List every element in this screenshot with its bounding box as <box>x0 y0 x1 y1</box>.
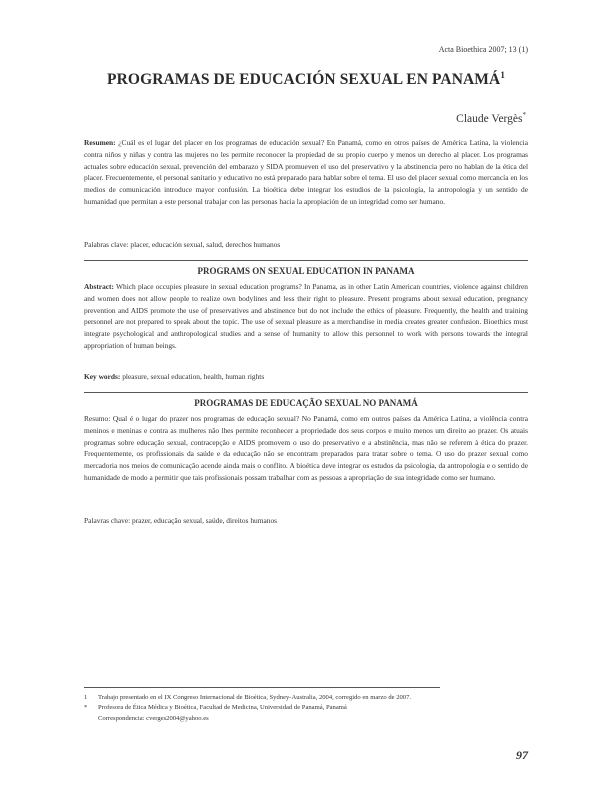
footnote-2-text: Profesora de Ética Médica y Bioética, Facultad de Medicina, Universidad de Panamá, Panamá <box>98 704 347 711</box>
portuguese-heading: PROGRAMAS DE EDUCAÇÃO SEXUAL NO PANAMÁ <box>194 398 418 408</box>
english-keywords <box>84 372 528 381</box>
author-name-text: Claude Vergès <box>456 112 523 125</box>
footnote-divider <box>84 687 440 688</box>
portuguese-keywords-label: Palavras chave: <box>84 516 131 525</box>
spanish-abstract <box>84 137 528 208</box>
footnote-2-mark: * <box>84 704 88 711</box>
title-footnote-mark: 1 <box>500 70 505 80</box>
english-abstract-text: Which place occupies pleasure in sexual education programs? In Panama, as in other Latin American countries, violence against children and women does not allow people to realize own bodylines and less their right to pleasure. Present programs about sexual education, pregnancy prevention and AIDS promote the use of preservatives and abstinence but do not include the ethics of pleasure. Frequently, the health and training personnel are not prepared to speak about the topic. The use of sexual pleasure as a merchandise in media creates greater confusion. Bioethics must integrate psychological and anthropological studies and a sense of humanity to allow this personnel to work with persons towards the integral appropriation of human beings. <box>84 282 528 350</box>
footnote-1-text: Trabajo presentado en el IX Congreso Internacional de Bioética, Sydney-Australia, 2004, corregido en marzo de 2007. <box>98 694 412 701</box>
footnote-1 <box>84 693 528 704</box>
correspondence <box>84 714 528 725</box>
portuguese-keywords-text: prazer, educação sexual, saúde, direitos humanos <box>130 516 278 525</box>
article-title <box>0 70 612 89</box>
portuguese-abstract-text: Qual é o lugar do prazer nos programas de educação sexual? No Panamá, como em outros países da América Latina, a violência contra meninos e meninas e contra as mulheres não lhes permite reconhecer a propriedade dos seus corpos e muito menos um direito ao prazer. Os atuais programas sobre educação sexual, contracepção e AIDS promovem o uso do preservativo e a abstinência, mas não se referem à ética do prazer. Frequentemente, os profissionais da saúde e da educação não se encontram preparados para tratar sobre o tema. O uso do prazer sexual como mercadoria nos meios de comunicação acende ainda mais o conflito. A bioética deve integrar os estudos da psicologia, da antropologia e o sentido de humanidade de modo a permitir que tais profissionais possam trabalhar com as pessoas a apropriação de sua integridade como ser humano. <box>84 414 528 482</box>
portuguese-keywords <box>84 516 528 525</box>
author-footnote-mark: * <box>522 111 526 119</box>
correspondence-text: Correspondencia: cverges2004@yahoo.es <box>98 715 209 722</box>
english-abstract-label: Abstract: <box>84 282 114 291</box>
portuguese-abstract-label: Resumo: <box>84 414 111 423</box>
footnote-1-mark: 1 <box>84 694 88 701</box>
spanish-abstract-label: Resumen: <box>84 138 116 147</box>
english-abstract <box>84 281 528 352</box>
spanish-keywords-label: Palabras clave: <box>84 240 129 249</box>
section-divider <box>84 260 528 261</box>
spanish-keywords-text: placer, educación sexual, salud, derechos humanos <box>128 240 281 249</box>
journal-citation: Acta Bioethica 2007; 13 (1) <box>438 45 528 54</box>
section-divider <box>84 392 528 393</box>
footnote-2 <box>84 703 528 714</box>
author-name <box>456 111 526 125</box>
portuguese-abstract <box>84 413 528 484</box>
page-number: 97 <box>516 748 528 762</box>
article-title-text: PROGRAMAS DE EDUCACIÓN SEXUAL EN PANAMÁ <box>107 71 501 89</box>
english-heading: PROGRAMS ON SEXUAL EDUCATION IN PANAMA <box>197 266 415 276</box>
english-keywords-text: pleasure, sexual education, health, human rights <box>120 372 265 381</box>
spanish-abstract-text: ¿Cuál es el lugar del placer en los programas de educación sexual? En Panamá, como en otros países de América Latina, la violencia contra niños y niñas y contra las mujeres no les permite reconocer la propiedad de su propio cuerpo y menos un derecho al placer. Los programas actuales sobre educación sexual, prevención del embarazo y SIDA promueven el uso del preservativo y la abstinencia pero no hablan de la ética del placer. Frecuentemente, el personal sanitario y educativo no está preparado para hablar sobre el tema. El uso del placer sexual como mercancía en los medios de comunicación introduce mayor confusión. La bioética debe integrar los estudios de la psicología, la antropología y un sentido de humanidad que permitan a este personal trabajar con las personas hacia la apropiación de un integridad como ser humano. <box>84 138 528 206</box>
spanish-keywords <box>84 240 528 249</box>
english-keywords-label: Key words: <box>84 372 121 381</box>
